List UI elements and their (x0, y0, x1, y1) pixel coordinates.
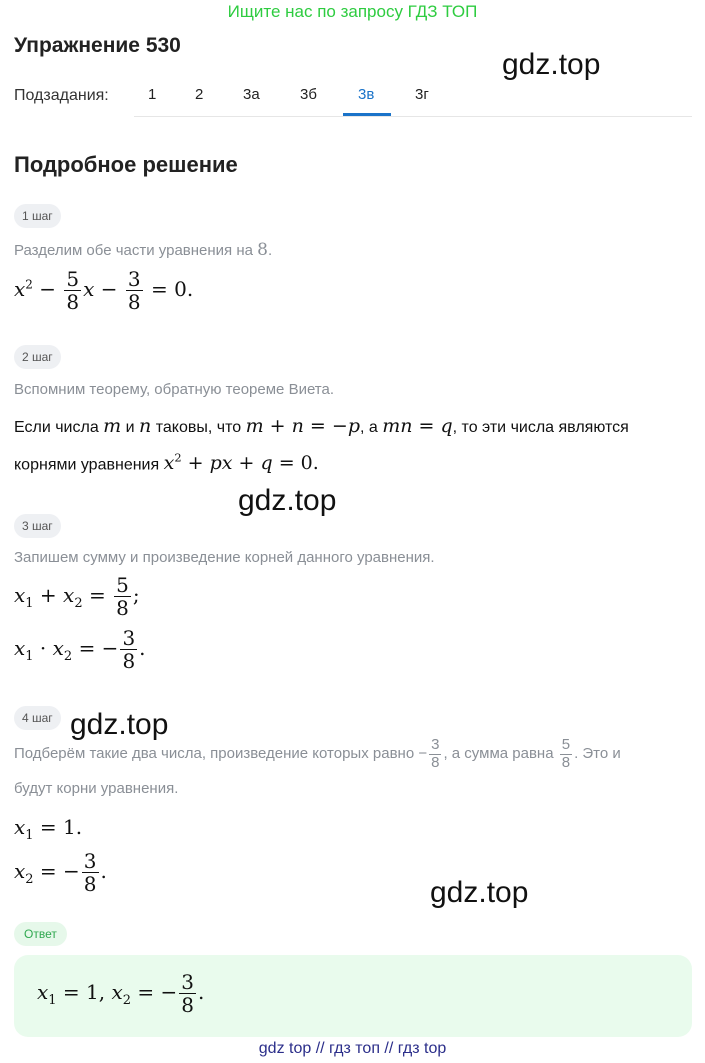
watermark: gdz.top (502, 48, 601, 81)
step-badge: 2 шаг (14, 345, 61, 369)
step-hint (14, 240, 272, 260)
text: , а сумма равна (443, 744, 554, 762)
watermark: gdz.top (430, 876, 529, 909)
tab-3a[interactable]: 3а (243, 86, 260, 103)
active-tab-indicator (343, 113, 391, 116)
section-title: Подробное решение (14, 152, 238, 177)
sum-of-roots: $x_1 + x_2$ = $\frac{5}{8}$ ; (14, 573, 140, 620)
step-badge: 4 шаг (14, 706, 61, 730)
step-hint-period: . (267, 242, 273, 259)
vieta-theorem-line-1: Если числа m и n таковы, что m + n = −p, а mn = q, то эти числа являются (14, 415, 629, 437)
tab-3v[interactable]: 3в (358, 86, 375, 103)
step-hint: будут корни уравнения. (14, 780, 179, 797)
step-badge: 3 шаг (14, 514, 61, 538)
text: корнями уравнения (14, 456, 160, 474)
subtasks-label: Подзадания: (14, 87, 109, 104)
divisor: 8 (257, 240, 268, 260)
text: Подберём такие два числа, произведение которых равно (14, 744, 415, 762)
step-hint-text: Разделим обе части уравнения на (14, 242, 253, 259)
answer-box (14, 955, 692, 1037)
tab-3b[interactable]: 3б (300, 86, 317, 103)
root-2: $x_2$ = − $\frac{3}{8}$ . (14, 849, 107, 896)
text: и (125, 419, 135, 436)
watermark: gdz.top (70, 708, 169, 741)
text: , а (359, 419, 378, 436)
step-badge: 1 шаг (14, 204, 61, 228)
tab-2[interactable]: 2 (195, 86, 204, 103)
promo-text: Ищите нас по запросу ГДЗ ТОП (227, 2, 478, 21)
answer-badge: Ответ (14, 922, 67, 946)
text: . Это и (574, 744, 621, 762)
text: Если числа (14, 419, 99, 436)
product-of-roots: $x_1 \cdot x_2$ = − $\frac{3}{8}$ . (14, 626, 146, 673)
step-hint: Подберём такие два числа, произведение которых равно − $\frac{3}{8}$ , а сумма равна $\frac{5}{8}$ . Это и (14, 736, 621, 771)
step-hint: Запишем сумму и произведение корней данного уравнения. (14, 549, 435, 566)
page-title: Упражнение 530 (14, 34, 181, 57)
equation-1: $x^2$ − $\frac{5}{8}$ x − $\frac{3}{8}$ = 0. (14, 267, 194, 314)
root-1: $x_1 = 1$. (14, 815, 83, 843)
tab-3g[interactable]: 3г (415, 86, 429, 103)
step-hint: Вспомним теорему, обратную теореме Виета. (14, 381, 335, 398)
subtasks-tabs (134, 78, 692, 117)
footer-links[interactable]: gdz top // гдз топ // гдз top (258, 1040, 447, 1057)
text: таковы, что (155, 419, 242, 436)
answer-formula: $x_1 = 1$, $x_2$ = − $\frac{3}{8}$ . (37, 970, 205, 1017)
watermark: gdz.top (238, 484, 337, 517)
text: , то эти числа являются (452, 419, 629, 436)
tab-1[interactable]: 1 (148, 86, 157, 103)
vieta-theorem-line-2: корнями уравнения $x^2$ + px + q = 0. (14, 451, 319, 475)
